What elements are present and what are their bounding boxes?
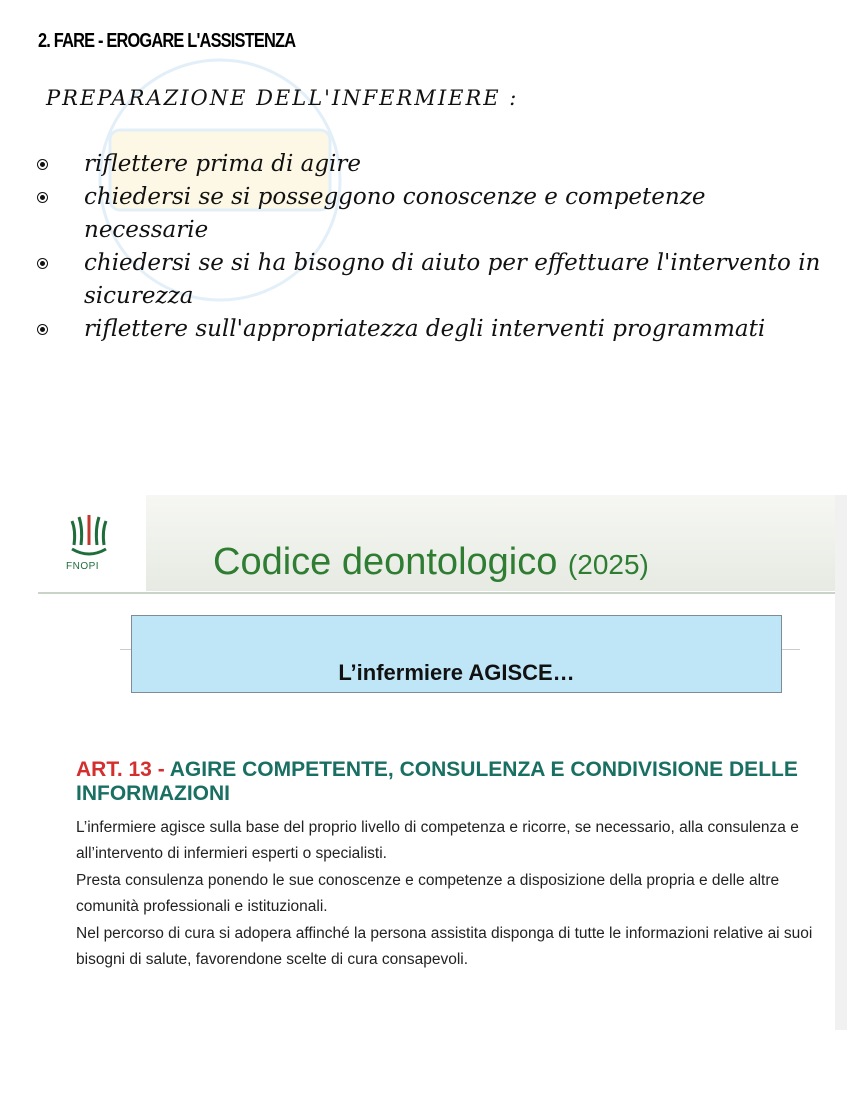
- header-divider: [38, 592, 835, 594]
- list-item: [36, 148, 836, 181]
- list-item: [36, 313, 836, 346]
- article-heading: AGIRE COMPETENTE, CONSULENZA E CONDIVISIONE DELLE INFORMAZIONI: [76, 758, 798, 805]
- article-title: [76, 758, 836, 806]
- list-item-text: riflettere prima di agire: [84, 151, 362, 177]
- list-item: [36, 181, 836, 247]
- list-item-text: chiedersi se si posseggono conoscenze e competenze necessarie: [84, 184, 706, 243]
- bullet-icon: [38, 325, 47, 334]
- slide-title-text: Codice deontologico: [213, 541, 558, 583]
- bullet-icon: [38, 193, 47, 202]
- article-paragraph: Nel percorso di cura si adopera affinché la persona assistita disponga di tutte le informazioni relative ai suoi bisogni di salute, favorendone scelte di cura consapevoli.: [76, 924, 813, 969]
- bullet-icon: [38, 259, 47, 268]
- slide-header: [38, 495, 835, 591]
- agisce-text: L’infermiere AGISCE…: [338, 660, 575, 685]
- list-item: [36, 247, 836, 313]
- article-body: [76, 815, 836, 973]
- article-paragraph: L’infermiere agisce sulla base del proprio livello di competenza e ricorre, se necessario, alla consulenza e all’intervento di infermieri esperti o specialisti.: [76, 819, 799, 863]
- section-title: 2. FARE - EROGARE L'ASSISTENZA: [38, 30, 296, 52]
- slide-title-year: (2025): [567, 549, 649, 580]
- fnopi-logo-icon: [64, 513, 114, 557]
- code-slide: [38, 495, 847, 1030]
- article-paragraph: Presta consulenza ponendo le sue conoscenze e competenze a disposizione della propria e delle altre comunità professionali e istituzionali.: [76, 871, 780, 916]
- notes-heading: PREPARAZIONE DELL'INFERMIERE :: [46, 86, 519, 110]
- fnopi-logo: [38, 495, 146, 591]
- bullet-icon: [38, 160, 47, 169]
- list-item-text: chiedersi se si ha bisogno di aiuto per effettuare l'intervento in sicurezza: [84, 250, 821, 309]
- article-number: ART. 13 -: [76, 758, 165, 781]
- agisce-box: [131, 615, 782, 693]
- logo-text: FNOPI: [66, 561, 100, 572]
- slide-title: [213, 541, 649, 584]
- notes-list: [36, 148, 836, 346]
- list-item-text: riflettere sull'appropriatezza degli interventi programmati: [84, 316, 766, 342]
